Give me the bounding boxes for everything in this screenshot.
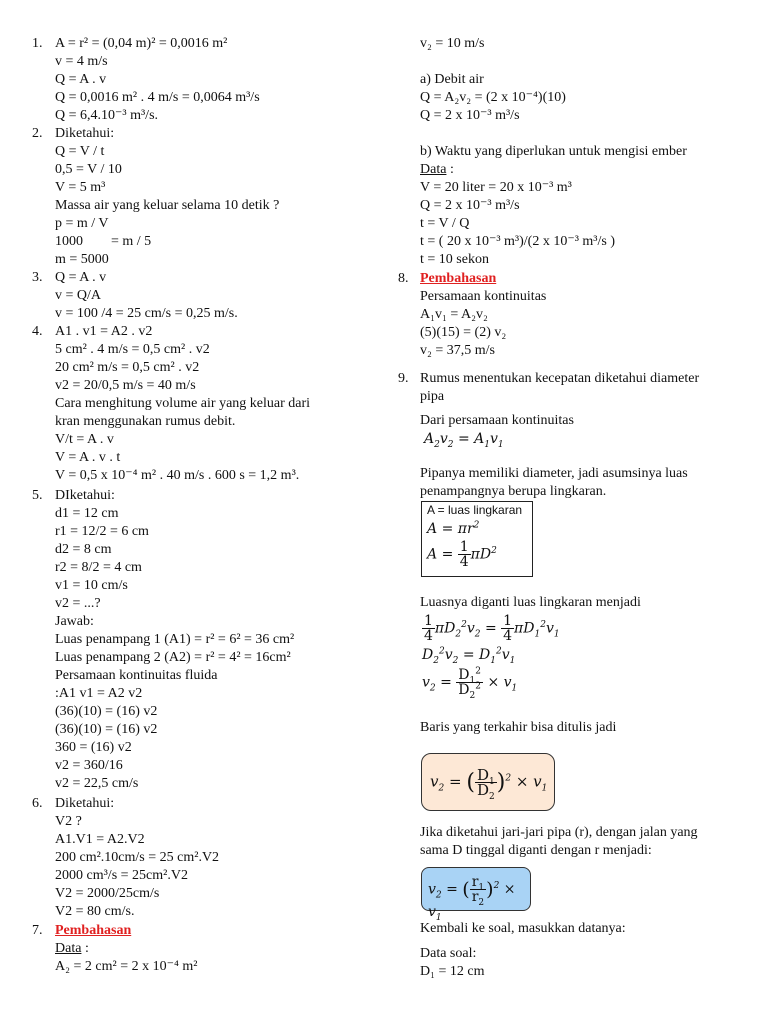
text-line: Kembali ke soal, masukkan datanya: [420,921,626,936]
text-line: D₁ = 12 cm [420,964,485,979]
text-line: Luas penampang 2 (A2) = r² = 4² = 16cm² [55,650,291,665]
text-line: Q = 2 x 10⁻³ m³/s [420,108,520,123]
text-line: Persamaan kontinuitas fluida [55,668,218,683]
text-line: 1000 = m / 5 [55,234,152,249]
text-line: 200 cm².10cm/s = 25 cm².V2 [55,850,220,865]
text-line: pipa [420,389,445,404]
text-line: t = 10 sekon [420,252,489,267]
text-line: Luas penampang 1 (A1) = r² = 6² = 36 cm² [55,632,295,647]
text-line: Jika diketahui jari-jari pipa (r), dengan jalan yang [420,825,698,840]
text-line: V = 20 liter = 20 x 10⁻³ m³ [420,180,572,195]
text-line: penampangnya berupa lingkaran. [420,484,607,499]
item-number: 9. [398,371,409,386]
text-line: 0,5 = V / 10 [55,162,122,177]
item-number: 6. [32,796,43,811]
text-line: V2 = 80 cm/s. [55,904,135,919]
text-line: A1 . v1 = A2 . v2 [55,324,153,339]
text-line: sama D tinggal diganti dengan r menjadi: [420,843,652,858]
circle-area-box [421,501,533,577]
text-line: v2 = 20/0,5 m/s = 40 m/s [55,378,196,393]
text-line: V = 5 m³ [55,180,106,195]
text-line: Q = V / t [55,144,105,159]
text-line: 2000 cm³/s = 25cm².V2 [55,868,188,883]
item-number: 5. [32,488,43,503]
text-line: Q = 2 x 10⁻³ m³/s [420,198,520,213]
text-line: d2 = 8 cm [55,542,112,557]
equation-continuity: $A_2v_2 = A_1v_1$ [424,431,504,450]
text-line: (36)(10) = (16) v2 [55,704,158,719]
section-title: Pembahasan [420,271,497,286]
equation-sub-3: $v_2$ = $\frac{D_1^2}{D_2^2}$ × $v_1$ [422,666,518,701]
text-line: v = 100 /4 = 25 cm/s = 0,25 m/s. [55,306,238,321]
item-number: 7. [32,923,43,938]
text-line: A₂ = 2 cm² = 2 x 10⁻⁴ m² [55,959,198,974]
text-line: V/t = A . v [55,432,114,447]
formula-box-diameter [421,753,555,811]
item-number: 4. [32,324,43,339]
text-line: d1 = 12 cm [55,506,119,521]
section-title: Pembahasan [55,923,132,938]
text-line: t = V / Q [420,216,470,231]
text-line: r1 = 12/2 = 6 cm [55,524,149,539]
text-line: v2 = 22,5 cm/s [55,776,139,791]
text-line: t = ( 20 x 10⁻³ m³)/(2 x 10⁻³ m³/s ) [420,234,616,249]
text-line: p = m / V [55,216,109,231]
text-line: 20 cm² m/s = 0,5 cm² . v2 [55,360,200,375]
data-label: Data [420,162,447,177]
text-line: v2 = 360/16 [55,758,123,773]
text-line: Persamaan kontinuitas [420,289,547,304]
text-line: v = Q/A [55,288,102,303]
data-heading [420,161,454,179]
item-number: 1. [32,36,43,51]
text-line: :A1 v1 = A2 v2 [55,686,143,701]
text-line: r2 = 8/2 = 4 cm [55,560,142,575]
box-title: A = luas lingkaran [427,503,523,517]
item-number: 2. [32,126,43,141]
text-line: Cara menghitung volume air yang keluar dari [55,396,311,411]
text-line: Q = A₂v₂ = (2 x 10⁻⁴)(10) [420,90,566,105]
text-line: (5)(15) = (2) v₂ [420,325,507,340]
text-line: A₁v₁ = A₂v₂ [420,307,488,322]
text-line: kran menggunakan rumus debit. [55,414,236,429]
text-line: Q = A . v [55,270,107,285]
text-line: Massa air yang keluar selama 10 detik ? [55,198,280,213]
text-line: Diketahui: [55,796,115,811]
text-line: Jawab: [55,614,94,629]
data-colon: : [81,941,89,956]
text-line: m = 5000 [55,252,109,267]
text-line: V2 ? [55,814,82,829]
text-line: Q = 0,0016 m² . 4 m/s = 0,0064 m³/s [55,90,260,105]
data-heading [55,940,89,958]
text-line: v1 = 10 cm/s [55,578,128,593]
data-label: Data [55,941,82,956]
text-line: v₂ = 37,5 m/s [420,343,496,358]
text-line: Rumus menentukan kecepatan diketahui diameter [420,371,700,386]
text-line: (36)(10) = (16) v2 [55,722,158,737]
equation-sub-2: $D_2^2v_2 = D_1^2v_1$ [422,646,516,666]
text-line: Q = 6,4.10⁻³ m³/s. [55,108,159,123]
text-line: Q = A . v [55,72,107,87]
text-line: V = 0,5 x 10⁻⁴ m² . 40 m/s . 600 s = 1,2 m³. [55,468,300,483]
item-number: 3. [32,270,43,285]
equation-radius: $v_2$ = ( $\frac{r_1}{r_2}$ )$^2 \times v_1$ [428,874,516,923]
text-line: DIketahui: [55,488,115,503]
formula-box-radius [421,867,531,923]
text-line: Baris yang terkahir bisa ditulis jadi [420,720,617,735]
equation-diameter: $v_2$ = ( $\frac{D_1}{D_2}$ )$^2 \times v_1$ [430,766,548,802]
item-number: 8. [398,271,409,286]
text-line: Dari persamaan kontinuitas [420,413,574,428]
data-colon: : [446,162,454,177]
text-line: A = r² = (0,04 m)² = 0,0016 m² [55,36,228,51]
text-line: Luasnya diganti luas lingkaran menjadi [420,595,641,610]
equation-area-r: $A = \pi r^2$ [427,520,480,537]
equation-sub-1: $\frac{1}{4}$ $\pi D_2^2v_2$ = $\frac{1}{4}$ $\pi D_1^2v_1$ [424,613,560,644]
text-line: v2 = ...? [55,596,101,611]
text-line: v = 4 m/s [55,54,108,69]
text-line: 360 = (16) v2 [55,740,132,755]
text-line: v₂ = 10 m/s [420,36,485,51]
text-line: Diketahui: [55,126,115,141]
text-line: A1.V1 = A2.V2 [55,832,145,847]
text-line: V = A . v . t [55,450,121,465]
text-line: b) Waktu yang diperlukan untuk mengisi ember [420,144,687,159]
text-line: V2 = 2000/25cm/s [55,886,160,901]
text-line: a) Debit air [420,72,484,87]
text-line: Pipanya memiliki diameter, jadi asumsinya luas [420,466,688,481]
text-line: Data soal: [420,946,477,961]
text-line: 5 cm² . 4 m/s = 0,5 cm² . v2 [55,342,210,357]
equation-area-d: A = $\frac{1}{4}$ $\pi D^2$ [427,539,497,570]
